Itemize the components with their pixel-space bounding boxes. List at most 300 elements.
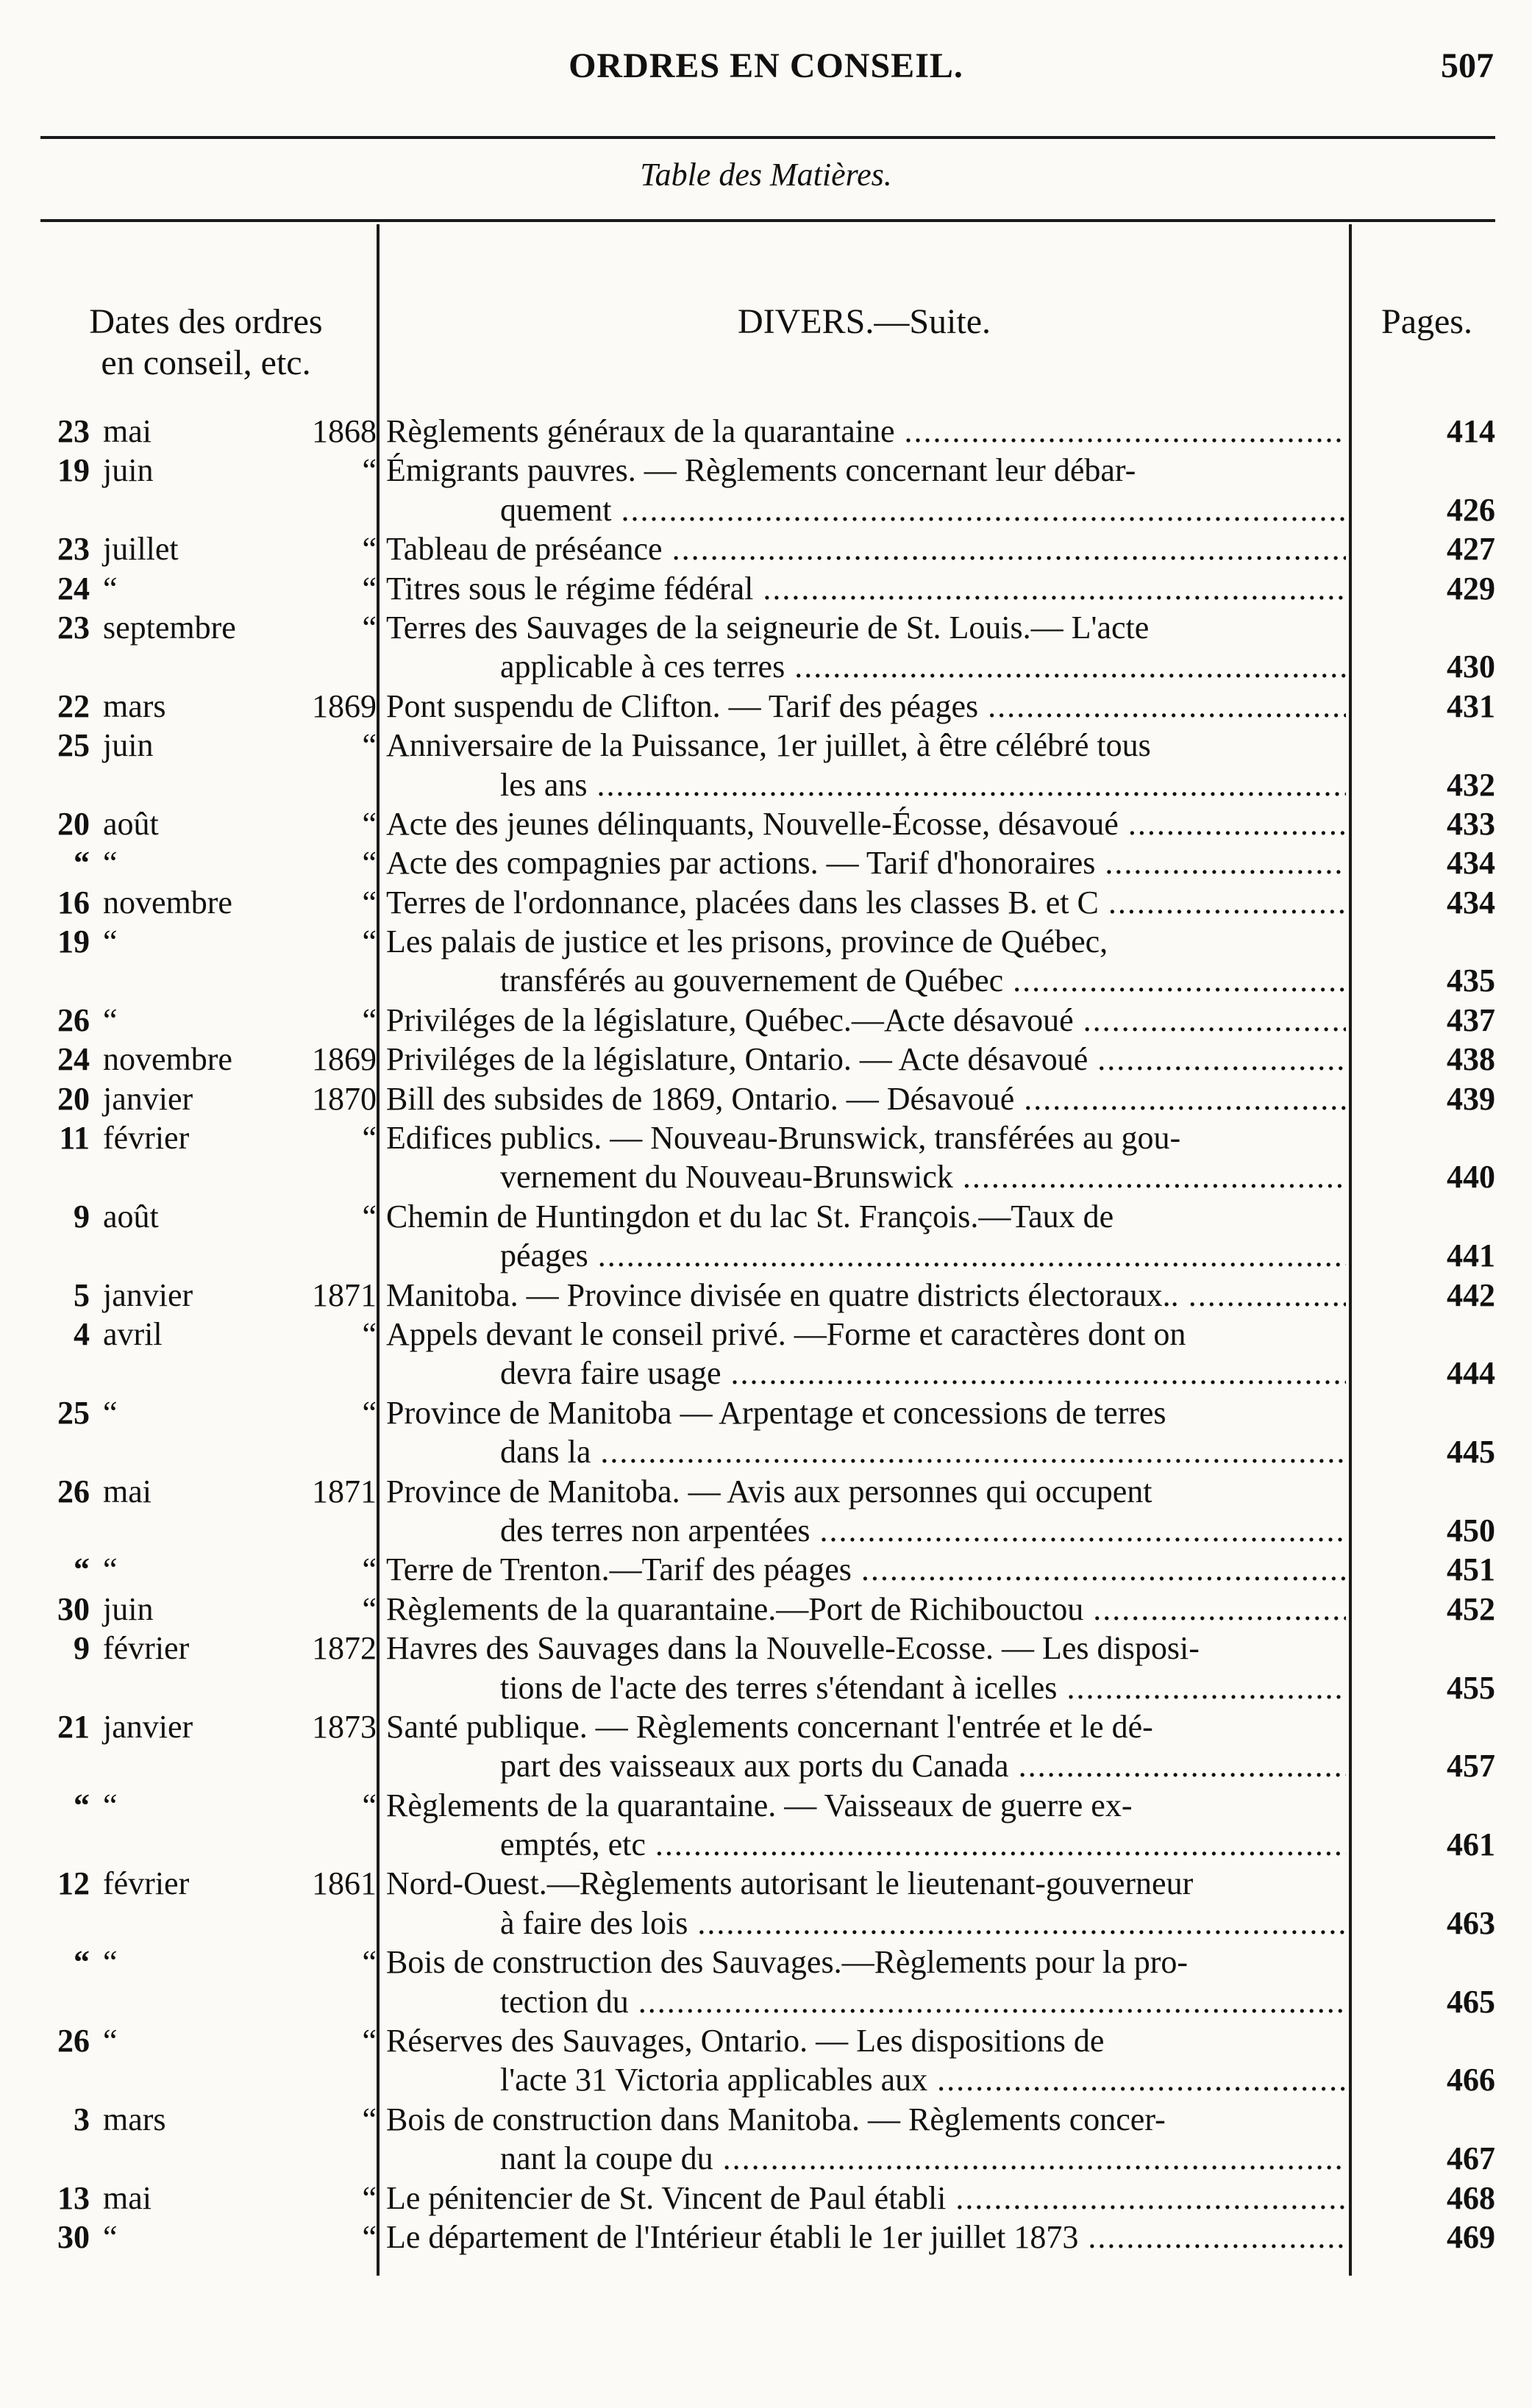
- entry-description-text: Règlements de la quarantaine. — Vaisseaux de guerre ex-: [386, 1787, 1133, 1823]
- entry-description-text: Nord-Ouest.—Règlements autorisant le lieutenant-gouverneur: [386, 1865, 1194, 1902]
- entry-description: [386, 2179, 1346, 2218]
- entry-line: [0, 1157, 1532, 1196]
- entry-day: “: [74, 1551, 90, 1588]
- entry-page-number: 451: [1447, 1551, 1495, 1588]
- entry-day: 13: [57, 2179, 90, 2216]
- entry-description: [386, 1197, 1346, 1236]
- entry-description-text: à faire des lois .....: [500, 1905, 1346, 1941]
- entry-description: [500, 1236, 1346, 1275]
- entry-page-number: 442: [1447, 1276, 1495, 1313]
- table-row: [0, 843, 1532, 882]
- table-row: [0, 922, 1532, 1001]
- table-row: [0, 1864, 1532, 1943]
- entry-month: “: [103, 2218, 118, 2255]
- entry-day: 25: [57, 727, 90, 764]
- table-row: [0, 726, 1532, 804]
- entry-description: [386, 569, 1346, 608]
- entry-page-number: 431: [1447, 687, 1495, 724]
- entry-description-text: Terre de Trenton.—Tarif des péages .....: [386, 1551, 1346, 1587]
- entry-day: 20: [57, 805, 90, 842]
- entry-date: [46, 687, 377, 726]
- entry-date: [46, 1550, 377, 1589]
- entry-page-number: 450: [1447, 1512, 1495, 1548]
- entry-description: [500, 2139, 1346, 2178]
- entry-day: 26: [57, 2023, 90, 2059]
- subtitle-rule: [40, 219, 1495, 222]
- entry-date: [46, 1629, 377, 1668]
- entry-month: juin: [103, 1590, 154, 1627]
- entry-day: “: [74, 845, 90, 882]
- entry-day: 9: [74, 1198, 90, 1235]
- entry-day: 24: [57, 570, 90, 607]
- entry-description: [386, 1629, 1346, 1668]
- entry-description-text: Priviléges de la législature, Québec.—Acte désavoué .....: [386, 1002, 1346, 1038]
- entry-date: [46, 1707, 377, 1746]
- entry-description-text: emptés, etc .....: [500, 1826, 1346, 1862]
- entry-description-text: des terres non arpentées .....: [500, 1512, 1346, 1548]
- table-row: [0, 451, 1532, 529]
- entry-page-number: 466: [1447, 2062, 1495, 2098]
- entry-description: [386, 2100, 1346, 2139]
- entry-year: “: [362, 1394, 377, 1431]
- entry-description: [386, 687, 1346, 726]
- entry-month: “: [103, 1001, 118, 1038]
- entry-day: 19: [57, 923, 90, 960]
- entry-page-number: 463: [1447, 1904, 1495, 1941]
- entry-page-number: 429: [1447, 570, 1495, 607]
- entry-date: [46, 1315, 377, 1354]
- table-row: [0, 1001, 1532, 1040]
- column-header-divers: DIVERS.—Suite.: [737, 302, 991, 341]
- entry-description: [500, 1354, 1346, 1393]
- entry-description: [500, 961, 1346, 1000]
- entry-day: 23: [57, 413, 90, 449]
- entry-description-text: Titres sous le régime fédéral .....: [386, 571, 1346, 607]
- entry-description: [386, 529, 1346, 568]
- entry-year: “: [362, 1551, 377, 1588]
- entry-month: “: [103, 570, 118, 607]
- table-row: [0, 883, 1532, 922]
- entry-year: “: [362, 1787, 377, 1823]
- entry-month: mars: [103, 687, 166, 724]
- entry-description-text: Émigrants pauvres. — Règlements concernant leur débar-: [386, 452, 1136, 489]
- entry-description: [386, 451, 1346, 490]
- entry-description: [500, 765, 1346, 804]
- entry-description: [386, 412, 1346, 451]
- entry-line: [0, 1432, 1532, 1471]
- entry-month: juin: [103, 452, 154, 489]
- entry-page-number: 445: [1447, 1434, 1495, 1471]
- entry-day: “: [74, 1787, 90, 1823]
- entry-description-text: Terres de l'ordonnance, placées dans les classes B. et C .....: [386, 885, 1346, 921]
- entry-description: [386, 1393, 1346, 1432]
- entry-description-text: Havres des Sauvages dans la Nouvelle-Ecosse. — Les disposi-: [386, 1630, 1200, 1667]
- entry-date: [46, 1118, 377, 1157]
- entry-date: [46, 1393, 377, 1432]
- entry-line: [0, 726, 1532, 765]
- table-of-contents: [0, 412, 1532, 2257]
- entry-page-number: 455: [1447, 1669, 1495, 1706]
- entry-month: janvier: [103, 1276, 193, 1313]
- entry-description-text: péages .....: [500, 1237, 1346, 1273]
- entry-page-number: 444: [1447, 1355, 1495, 1392]
- entry-line: [0, 412, 1532, 451]
- entry-date: [46, 804, 377, 843]
- entry-year: “: [362, 570, 377, 607]
- entry-page-number: 452: [1447, 1590, 1495, 1627]
- entry-date: [46, 922, 377, 961]
- entry-description-text: vernement du Nouveau-Brunswick .....: [500, 1159, 1346, 1195]
- entry-description-text: devra faire usage .....: [500, 1355, 1346, 1391]
- entry-line: [0, 1276, 1532, 1315]
- entry-page-number: 441: [1447, 1237, 1495, 1274]
- entry-description: [500, 1746, 1346, 1785]
- entry-date: [46, 2179, 377, 2218]
- entry-date: [46, 1943, 377, 1982]
- entry-description-text: les ans .....: [500, 767, 1346, 803]
- table-row: [0, 1590, 1532, 1629]
- entry-description-text: Réserves des Sauvages, Ontario. — Les dispositions de: [386, 2023, 1105, 2059]
- entry-line: [0, 1472, 1532, 1511]
- entry-line: [0, 1354, 1532, 1393]
- entry-description: [386, 608, 1346, 647]
- entry-day: 21: [57, 1708, 90, 1745]
- entry-date: [46, 1472, 377, 1511]
- entry-line: [0, 961, 1532, 1000]
- entry-day: 19: [57, 452, 90, 489]
- entry-date: [46, 1276, 377, 1315]
- entry-date: [46, 1040, 377, 1079]
- table-row: [0, 2218, 1532, 2257]
- entry-line: [0, 1943, 1532, 1982]
- table-row: [0, 1079, 1532, 1118]
- entry-page-number: 439: [1447, 1080, 1495, 1117]
- entry-month: février: [103, 1865, 190, 1902]
- entry-year: “: [362, 1198, 377, 1235]
- entry-line: [0, 647, 1532, 686]
- entry-line: [0, 2100, 1532, 2139]
- running-head: [0, 46, 1532, 90]
- table-row: [0, 2021, 1532, 2100]
- entry-year: “: [362, 805, 377, 842]
- table-row: [0, 1472, 1532, 1551]
- entry-month: mars: [103, 2101, 166, 2137]
- entry-month: février: [103, 1630, 190, 1667]
- entry-line: [0, 1511, 1532, 1550]
- entry-description-text: quement .....: [500, 492, 1346, 528]
- entry-line: [0, 2179, 1532, 2218]
- entry-description-text: nant la coupe du .....: [500, 2140, 1346, 2176]
- table-row: [0, 1393, 1532, 1472]
- entry-year: “: [362, 1590, 377, 1627]
- entry-description: [386, 1472, 1346, 1511]
- entry-description: [386, 1276, 1346, 1315]
- entry-month: mai: [103, 2179, 152, 2216]
- table-row: [0, 608, 1532, 687]
- entry-month: “: [103, 845, 118, 882]
- table-row: [0, 529, 1532, 568]
- entry-description-text: tection du .....: [500, 1984, 1346, 2020]
- entry-page-number: 434: [1447, 884, 1495, 921]
- entry-day: 25: [57, 1394, 90, 1431]
- entry-line: [0, 2060, 1532, 2099]
- entry-description: [386, 2021, 1346, 2060]
- entry-year: “: [362, 1120, 377, 1157]
- entry-page-number: 438: [1447, 1041, 1495, 1078]
- entry-year: “: [362, 727, 377, 764]
- entry-year: “: [362, 2218, 377, 2255]
- entry-year: 1869: [312, 687, 377, 724]
- entry-description-text: Santé publique. — Règlements concernant l'entrée et le dé-: [386, 1708, 1153, 1745]
- entry-date: [46, 2218, 377, 2257]
- entry-line: [0, 1590, 1532, 1629]
- table-row: [0, 804, 1532, 843]
- entry-day: 26: [57, 1473, 90, 1510]
- entry-page-number: 468: [1447, 2179, 1495, 2216]
- entry-year: 1861: [312, 1865, 377, 1902]
- entry-line: [0, 451, 1532, 490]
- entry-day: “: [74, 1944, 90, 1981]
- entry-description-text: Le département de l'Intérieur établi le 1er juillet 1873 .....: [386, 2219, 1346, 2255]
- entry-description-text: Bois de construction des Sauvages.—Règlements pour la pro-: [386, 1944, 1189, 1981]
- entry-description-text: Edifices publics. — Nouveau-Brunswick, transférées au gou-: [386, 1120, 1181, 1157]
- entry-description: [500, 1157, 1346, 1196]
- entry-year: “: [362, 2101, 377, 2137]
- entry-line: [0, 1118, 1532, 1157]
- entry-date: [46, 608, 377, 647]
- entry-year: “: [362, 845, 377, 882]
- entry-line: [0, 569, 1532, 608]
- table-row: [0, 687, 1532, 726]
- entry-description: [386, 2218, 1346, 2257]
- entry-line: [0, 1825, 1532, 1864]
- table-row: [0, 1943, 1532, 2021]
- entry-line: [0, 1550, 1532, 1589]
- entry-day: 11: [59, 1120, 90, 1157]
- running-head-title: ORDRES EN CONSEIL.: [569, 46, 963, 85]
- entry-description: [386, 1001, 1346, 1040]
- table-row: [0, 1786, 1532, 1865]
- entry-description: [386, 1315, 1346, 1354]
- entry-description: [386, 843, 1346, 882]
- entry-description: [500, 1904, 1346, 1943]
- entry-line: [0, 1707, 1532, 1746]
- entry-month: juin: [103, 727, 154, 764]
- entry-date: [46, 1786, 377, 1825]
- entry-year: 1869: [312, 1041, 377, 1078]
- entry-line: [0, 1079, 1532, 1118]
- entry-description-text: Les palais de justice et les prisons, province de Québec,: [386, 923, 1108, 960]
- entry-year: “: [362, 609, 377, 646]
- entry-month: mai: [103, 413, 152, 449]
- entry-description: [500, 1668, 1346, 1707]
- entry-line: [0, 1001, 1532, 1040]
- entry-month: “: [103, 1551, 118, 1588]
- entry-description-text: dans la .....: [500, 1434, 1346, 1470]
- entry-month: “: [103, 2023, 118, 2059]
- table-row: [0, 1707, 1532, 1786]
- entry-year: “: [362, 531, 377, 568]
- entry-line: [0, 922, 1532, 961]
- entry-month: “: [103, 1394, 118, 1431]
- table-row: [0, 1550, 1532, 1589]
- entry-page-number: 457: [1447, 1748, 1495, 1784]
- entry-date: [46, 2100, 377, 2139]
- table-row: [0, 2100, 1532, 2179]
- table-row: [0, 1629, 1532, 1707]
- entry-line: [0, 1746, 1532, 1785]
- table-row: [0, 1118, 1532, 1197]
- table-row: [0, 569, 1532, 608]
- entry-description: [386, 1079, 1346, 1118]
- entry-page-number: 432: [1447, 766, 1495, 803]
- entry-page-number: 435: [1447, 962, 1495, 999]
- table-row: [0, 412, 1532, 451]
- entry-year: “: [362, 923, 377, 960]
- table-row: [0, 1197, 1532, 1276]
- entry-page-number: 414: [1447, 413, 1495, 449]
- entry-line: [0, 843, 1532, 882]
- entry-line: [0, 2218, 1532, 2257]
- entry-day: 30: [57, 2218, 90, 2255]
- entry-description: [386, 883, 1346, 922]
- section-subtitle: Table des Matières.: [640, 157, 892, 193]
- entry-date: [46, 1079, 377, 1118]
- entry-year: “: [362, 2023, 377, 2059]
- entry-description-text: Appels devant le conseil privé. —Forme et caractères dont on: [386, 1315, 1186, 1352]
- entry-month: janvier: [103, 1080, 193, 1117]
- entry-page-number: 461: [1447, 1826, 1495, 1863]
- entry-description-text: Bois de construction dans Manitoba. — Règlements concer-: [386, 2101, 1166, 2137]
- entry-day: 22: [57, 687, 90, 724]
- entry-page-number: 434: [1447, 845, 1495, 882]
- entry-line: [0, 804, 1532, 843]
- entry-month: août: [103, 1198, 159, 1235]
- entry-line: [0, 2139, 1532, 2178]
- entry-description-text: Terres des Sauvages de la seigneurie de St. Louis.— L'acte: [386, 609, 1150, 646]
- entry-day: 20: [57, 1080, 90, 1117]
- entry-month: septembre: [103, 609, 236, 646]
- entry-date: [46, 451, 377, 490]
- entry-description-text: Le pénitencier de St. Vincent de Paul établi .....: [386, 2180, 1346, 2216]
- entry-line: [0, 1864, 1532, 1903]
- column-header-dates-line1: Dates des ordres: [89, 302, 323, 341]
- entry-page-number: 427: [1447, 531, 1495, 568]
- entry-description-text: Tableau de préséance .....: [386, 531, 1346, 567]
- entry-description: [386, 1040, 1346, 1079]
- column-header-dates-line2: en conseil, etc.: [101, 343, 311, 382]
- table-row: [0, 2179, 1532, 2218]
- entry-line: [0, 765, 1532, 804]
- entry-line: [0, 1040, 1532, 1079]
- entry-day: 23: [57, 609, 90, 646]
- entry-day: 9: [74, 1630, 90, 1667]
- entry-year: “: [362, 2179, 377, 2216]
- entry-description: [500, 2060, 1346, 2099]
- entry-description: [500, 647, 1346, 686]
- entry-description-text: Règlements généraux de la quarantaine .....: [386, 413, 1346, 449]
- entry-line: [0, 2021, 1532, 2060]
- entry-month: “: [103, 1787, 118, 1823]
- entry-description-text: Anniversaire de la Puissance, 1er juillet, à être célébré tous: [386, 727, 1151, 764]
- entry-description: [386, 1590, 1346, 1629]
- entry-line: [0, 1393, 1532, 1432]
- entry-description-text: Pont suspendu de Clifton. — Tarif des péages .....: [386, 688, 1346, 724]
- entry-description-text: Bill des subsides de 1869, Ontario. — Désavoué .....: [386, 1081, 1346, 1117]
- entry-day: 12: [57, 1865, 90, 1902]
- table-row: [0, 1276, 1532, 1315]
- entry-description-text: Acte des jeunes délinquants, Nouvelle-Écosse, désavoué .....: [386, 806, 1346, 842]
- entry-month: mai: [103, 1473, 152, 1510]
- page-number: 507: [1441, 46, 1494, 85]
- entry-year: “: [362, 452, 377, 489]
- entry-year: “: [362, 1944, 377, 1981]
- entry-line: [0, 608, 1532, 647]
- entry-day: 3: [74, 2101, 90, 2137]
- entry-description: [386, 804, 1346, 843]
- entry-year: 1871: [312, 1473, 377, 1510]
- entry-description: [500, 490, 1346, 529]
- column-header-pages: Pages.: [1381, 302, 1472, 341]
- entry-day: 16: [57, 884, 90, 921]
- entry-line: [0, 1982, 1532, 2021]
- entry-line: [0, 883, 1532, 922]
- entry-date: [46, 1197, 377, 1236]
- entry-description-text: Priviléges de la législature, Ontario. — Acte désavoué .....: [386, 1041, 1346, 1077]
- entry-date: [46, 883, 377, 922]
- entry-year: 1868: [312, 413, 377, 449]
- entry-month: janvier: [103, 1708, 193, 1745]
- entry-date: [46, 2021, 377, 2060]
- entry-month: novembre: [103, 1041, 232, 1078]
- entry-line: [0, 529, 1532, 568]
- entry-line: [0, 1197, 1532, 1236]
- entry-line: [0, 1315, 1532, 1354]
- entry-description: [386, 1786, 1346, 1825]
- entry-description: [386, 922, 1346, 961]
- entry-day: 24: [57, 1041, 90, 1078]
- column-header-dates: [40, 301, 371, 384]
- entry-day: 30: [57, 1590, 90, 1627]
- entry-line: [0, 1904, 1532, 1943]
- entry-date: [46, 529, 377, 568]
- entry-year: “: [362, 1001, 377, 1038]
- entry-line: [0, 1629, 1532, 1668]
- entry-description-text: Province de Manitoba. — Avis aux personnes qui occupent: [386, 1473, 1152, 1510]
- entry-line: [0, 687, 1532, 726]
- entry-line: [0, 1236, 1532, 1275]
- entry-year: 1872: [312, 1630, 377, 1667]
- entry-description: [500, 1432, 1346, 1471]
- entry-page-number: 433: [1447, 805, 1495, 842]
- entry-page-number: 437: [1447, 1001, 1495, 1038]
- entry-year: “: [362, 884, 377, 921]
- entry-month: février: [103, 1120, 190, 1157]
- entry-description: [386, 1707, 1346, 1746]
- entry-month: juillet: [103, 531, 179, 568]
- entry-year: 1871: [312, 1276, 377, 1313]
- entry-date: [46, 1001, 377, 1040]
- entry-year: “: [362, 1315, 377, 1352]
- entry-month: août: [103, 805, 159, 842]
- entry-description-text: transférés au gouvernement de Québec .....: [500, 962, 1346, 998]
- entry-page-number: 440: [1447, 1159, 1495, 1196]
- entry-description: [500, 1982, 1346, 2021]
- entry-date: [46, 843, 377, 882]
- entry-month: “: [103, 923, 118, 960]
- table-row: [0, 1040, 1532, 1079]
- entry-day: 5: [74, 1276, 90, 1313]
